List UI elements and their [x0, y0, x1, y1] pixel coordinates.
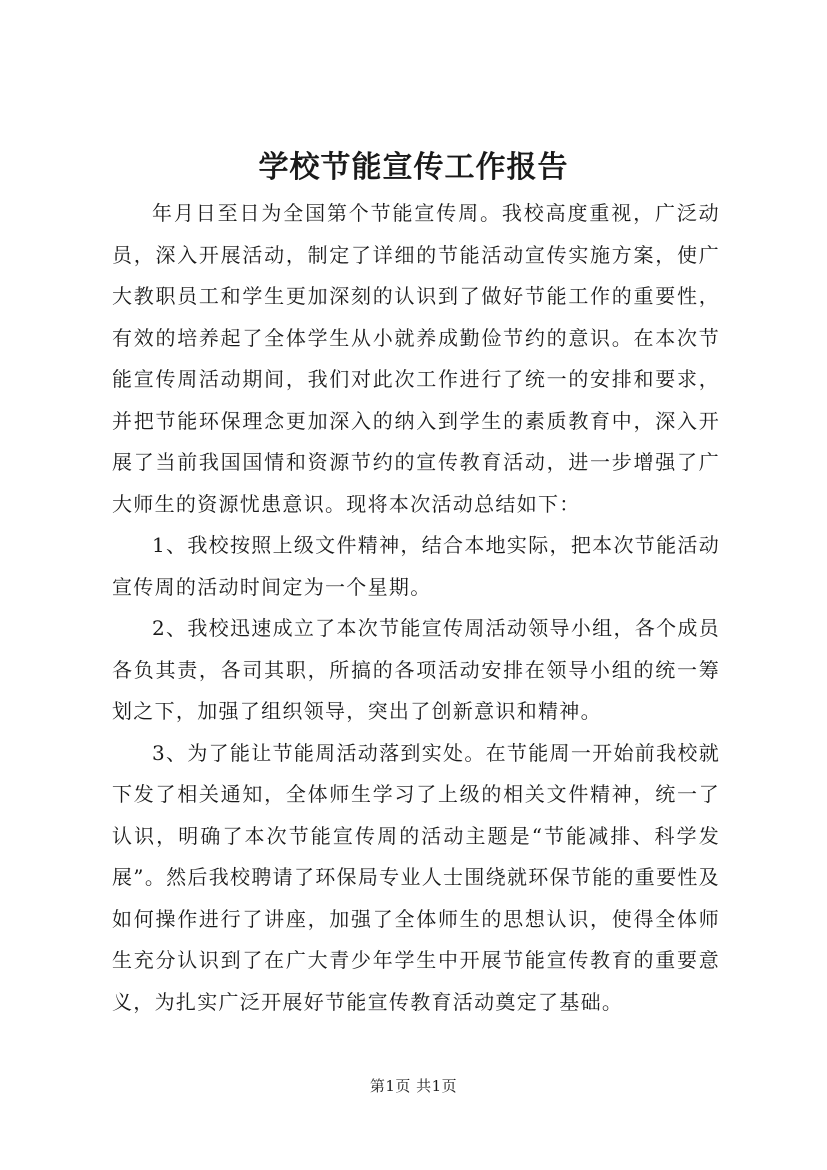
- document-body: [112, 193, 720, 1023]
- document-title: 学校节能宣传工作报告: [258, 150, 569, 185]
- paragraph-item-3: 3、为了能让节能周活动落到实处。在节能周一开始前我校就下发了相关通知，全体师生学习了上级的相关文件精神，统一了认识，明确了本次节能宣传周的活动主题是“节能减排、科学发展”。然后我校聘请了环保局专业人士围绕就环保节能的重要性及如何操作进行了讲座，加强了全体师生的思想认识，使得全体师生充分认识到了在广大青少年学生中开展节能宣传教育的重要意义，为扎实广泛开展好节能宣传教育活动奠定了基础。: [112, 740, 720, 1014]
- paragraph-item-1: 1、我校按照上级文件精神，结合本地实际，把本次节能活动宣传周的活动时间定为一个星期。: [112, 533, 720, 599]
- page-number-footer: 第1页 共1页: [369, 1077, 458, 1095]
- paragraph-item-2: 2、我校迅速成立了本次节能宣传周活动领导小组，各个成员各负其责，各司其职，所搞的各项活动安排在领导小组的统一筹划之下，加强了组织领导，突出了创新意识和精神。: [112, 616, 720, 723]
- paragraph-intro: 年月日至日为全国第个节能宣传周。我校高度重视，广泛动员，深入开展活动，制定了详细的节能活动宣传实施方案，使广大教职员工和学生更加深刻的认识到了做好节能工作的重要性，有效的培养起了全体学生从小就养成勤俭节约的意识。在本次节能宣传周活动期间，我们对此次工作进行了统一的安排和要求，并把节能环保理念更加深入的纳入到学生的素质教育中，深入开展了当前我国国情和资源节约的宣传教育活动，进一步增强了广大师生的资源忧患意识。现将本次活动总结如下：: [112, 201, 720, 516]
